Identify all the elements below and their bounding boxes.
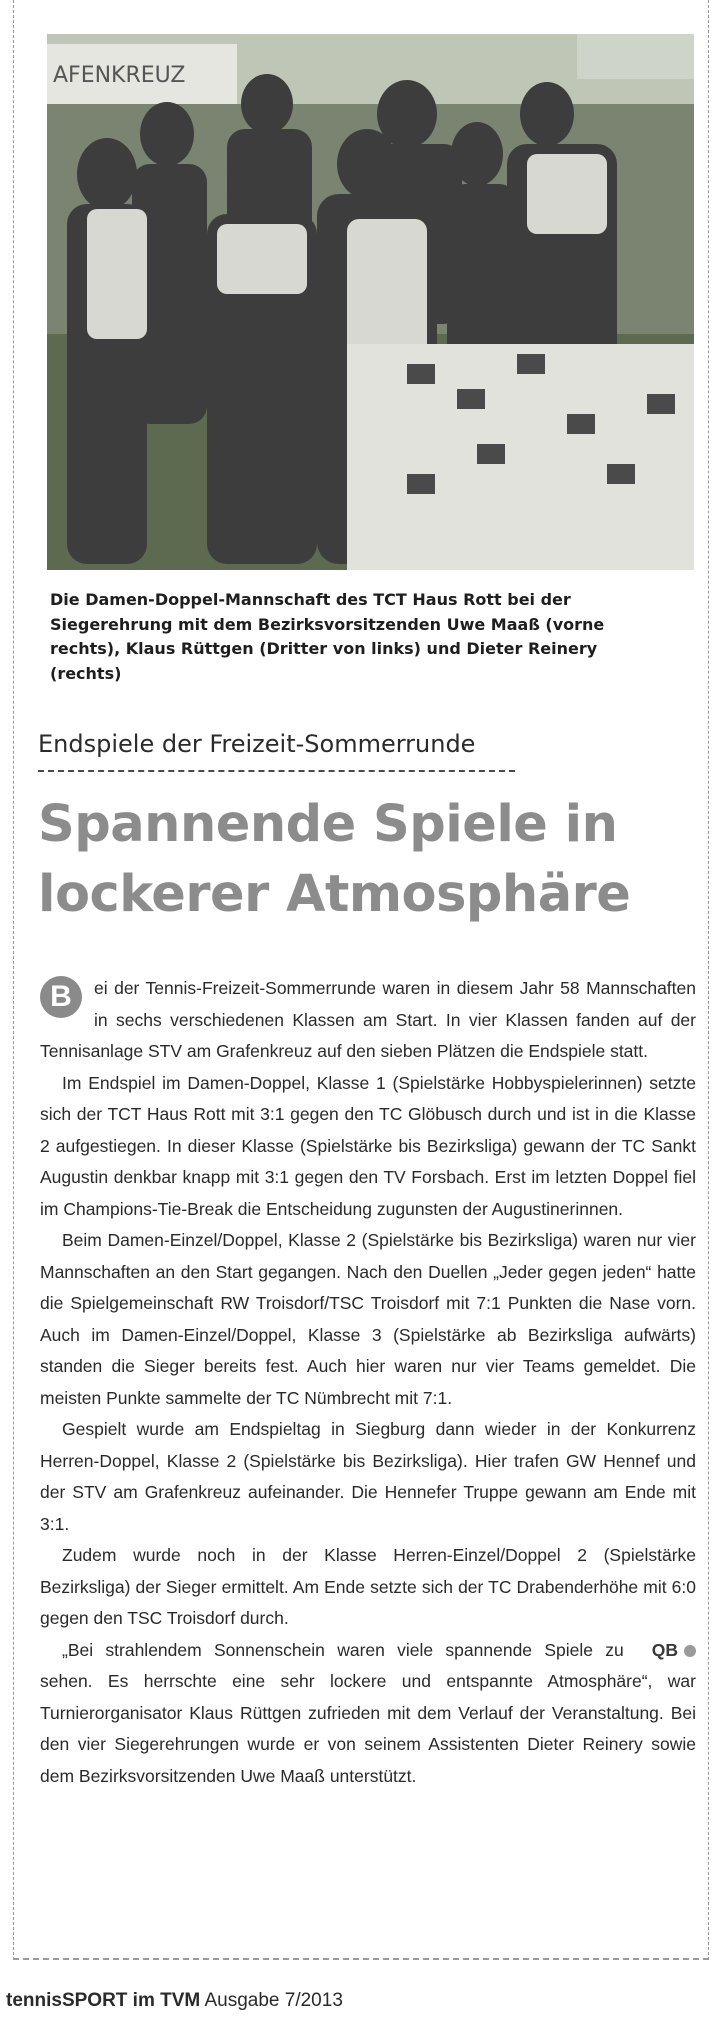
article-body [40, 973, 696, 1792]
article-kicker: Endspiele der Freizeit-Sommerrunde [38, 730, 476, 758]
article-paragraph: Gespielt wurde am Endspieltag in Siegburg dann wieder in der Konkurrenz Herren-Doppel, Klasse 2 (Spielstärke bis Bezirksliga). Hier trafen GW Hennef und der STV am Grafenkreuz aufeinander. Die Hennefer Truppe gewann am Ende mit 3:1. [40, 1419, 696, 1534]
award-ceremony-photo [47, 34, 694, 570]
article-paragraph: Zudem wurde noch in der Klasse Herren-Einzel/Doppel 2 (Spielstärke Bezirksliga) der Sieger ermittelt. Am Ende setzte sich der TC Drabenderhöhe mit 6:0 gegen den TSC Troisdorf durch. [40, 1545, 696, 1628]
photo-illustration [47, 34, 694, 570]
signature-dot-icon [684, 1645, 696, 1657]
author-signature [630, 1635, 696, 1667]
signature-text: QB [651, 1639, 678, 1660]
banner-text: AFENKREUZ [53, 63, 186, 88]
paragraph-text: ei der Tennis-Freizeit-Sommerrunde waren in diesem Jahr 58 Mannschaften in sechs verschiedenen Klassen am Start. In vier Klassen fanden auf der Tennisanlage STV am Grafenkreuz auf den sieben Plätzen die Endspiele statt. [40, 978, 696, 1061]
kicker-divider [38, 770, 515, 772]
article-paragraph [40, 973, 696, 1068]
article-paragraph: Beim Damen-Einzel/Doppel, Klasse 2 (Spielstärke bis Bezirksliga) waren nur vier Mannschaften an den Start gegangen. Nach den Duellen „Jeder gegen jeden“ hatte die Spielgemeinschaft RW Troisdorf/TSC Troisdorf mit 7:1 Punkten die Nase vorn. Auch im Damen-Einzel/Doppel, Klasse 3 (Spielstärke ab Bezirksliga aufwärts) standen die Sieger bereits fest. Auch hier waren nur vier Teams gemeldet. Die meisten Punkte sammelte der TC Nümbrecht mit 7:1. [40, 1230, 696, 1408]
photo-caption: Die Damen-Doppel-Mannschaft des TCT Haus Rott bei der Siegerehrung mit dem Bezirksvorsitzenden Uwe Maaß (vorne rechts), Klaus Rüttgen (Dritter von links) und Dieter Reinery (rechts) [50, 590, 605, 683]
article-paragraph [40, 1635, 696, 1793]
magazine-name: tennisSPORT im TVM [6, 1990, 201, 2011]
page-footer [6, 1990, 343, 2012]
article-paragraph: Im Endspiel im Damen-Doppel, Klasse 1 (Spielstärke Hobbyspielerinnen) setzte sich der TCT Haus Rott mit 3:1 gegen den TC Glöbusch durch und ist in die Klasse 2 aufgestiegen. In dieser Klasse (Spielstärke bis Bezirksliga) gewann der TC Sankt Augustin denkbar knapp mit 3:1 gegen den TV Forsbach. Erst im letzten Doppel fiel im Champions-Tie-Break die Entscheidung zugunsten der Augustinerinnen. [40, 1072, 696, 1219]
dropcap-badge: B [40, 976, 82, 1018]
article-headline: Spannende Spiele in lockerer Atmosphäre [38, 795, 631, 924]
issue-number: Ausgabe 7/2013 [204, 1990, 343, 2011]
paragraph-text: „Bei strahlendem Sonnenschein waren viele spannende Spiele zu sehen. Es herrschte eine sehr lockere und entspannte Atmosphäre“, war Turnierorganisator Klaus Rüttgen zufrieden mit dem Verlauf der Veranstaltung. Bei den vier Siegerehrungen wurde er von seinem Assistenten Dieter Reinery sowie dem Bezirksvorsitzenden Uwe Maaß unterstützt. [40, 1639, 696, 1786]
